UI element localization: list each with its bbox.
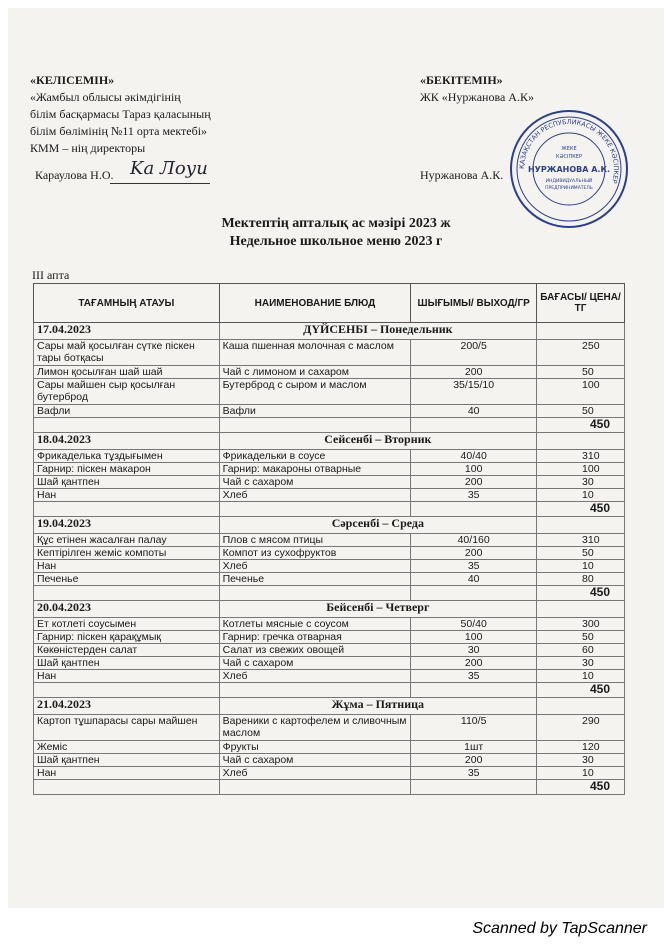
- empty-cell: [219, 683, 411, 698]
- dish-name-kz: Гарнир: піскен қарақұмық: [34, 631, 220, 644]
- table-row: [34, 618, 625, 631]
- dish-name-kz: Нан: [34, 670, 220, 683]
- portion-cell: 35: [411, 670, 537, 683]
- portion-cell: 40: [411, 405, 537, 418]
- dish-name-ru: Фрукты: [219, 741, 411, 754]
- dish-name-kz: Шай қантпен: [34, 476, 220, 489]
- empty-cell: [219, 418, 411, 433]
- day-total-row: [34, 780, 625, 795]
- empty-cell: [34, 502, 220, 517]
- table-row: [34, 366, 625, 379]
- day-empty-cell: [537, 517, 625, 534]
- price-cell: 50: [537, 405, 625, 418]
- day-total: 450: [537, 586, 625, 601]
- approval-left-line: білім басқармасы Тараз қаласының: [30, 107, 211, 121]
- menu-title-kz: Мектептің апталық ас мәзірі 2023 ж: [221, 216, 451, 231]
- price-cell: 50: [537, 366, 625, 379]
- table-row: [34, 476, 625, 489]
- price-cell: 10: [537, 560, 625, 573]
- day-name: Бейсенбі – Четверг: [219, 601, 536, 618]
- dish-name-ru: Котлеты мясные с соусом: [219, 618, 411, 631]
- portion-cell: 200: [411, 547, 537, 560]
- price-cell: 250: [537, 340, 625, 366]
- empty-cell: [219, 502, 411, 517]
- price-cell: 50: [537, 631, 625, 644]
- table-row: [34, 450, 625, 463]
- table-header-row: [34, 284, 625, 323]
- portion-cell: 35/15/10: [411, 379, 537, 405]
- approval-left-heading: «КЕЛІСЕМІН»: [30, 73, 115, 87]
- day-empty-cell: [537, 698, 625, 715]
- table-row: [34, 547, 625, 560]
- table-row: [34, 405, 625, 418]
- day-date: 17.04.2023: [34, 323, 220, 340]
- dish-name-ru: Хлеб: [219, 767, 411, 780]
- approval-left-line: «Жамбыл облысы әкімдігінің: [30, 90, 181, 104]
- dish-name-ru: Плов с мясом птицы: [219, 534, 411, 547]
- portion-cell: 35: [411, 489, 537, 502]
- day-date: 20.04.2023: [34, 601, 220, 618]
- price-cell: 50: [537, 547, 625, 560]
- dish-name-ru: Гарнир: макароны отварные: [219, 463, 411, 476]
- dish-name-ru: Чай с лимоном и сахаром: [219, 366, 411, 379]
- price-cell: 310: [537, 450, 625, 463]
- day-name: Жұма – Пятница: [219, 698, 536, 715]
- table-row: [34, 379, 625, 405]
- menu-title-ru: Недельное школьное меню 2023 г: [229, 234, 443, 249]
- dish-name-kz: Фрикаделька тұздығымен: [34, 450, 220, 463]
- table-row: [34, 340, 625, 366]
- dish-name-kz: Сары майшен сыр қосылған бутерброд: [34, 379, 220, 405]
- table-row: [34, 534, 625, 547]
- day-total-row: [34, 418, 625, 433]
- day-total-row: [34, 683, 625, 698]
- dish-name-kz: Жеміс: [34, 741, 220, 754]
- dish-name-kz: Картоп тұшпарасы сары майшен: [34, 715, 220, 741]
- price-cell: 30: [537, 754, 625, 767]
- table-row: [34, 560, 625, 573]
- empty-cell: [219, 586, 411, 601]
- price-cell: 120: [537, 741, 625, 754]
- dish-name-ru: Хлеб: [219, 670, 411, 683]
- empty-cell: [411, 683, 537, 698]
- dish-name-ru: Бутерброд с сыром и маслом: [219, 379, 411, 405]
- dish-name-kz: Сары май қосылған сүтке піскен тары ботқасы: [34, 340, 220, 366]
- dish-name-kz: Нан: [34, 767, 220, 780]
- approval-left-line: білім бөлімінің №11 орта мектебі»: [30, 124, 208, 138]
- portion-cell: 40/40: [411, 450, 537, 463]
- portion-cell: 110/5: [411, 715, 537, 741]
- empty-cell: [34, 683, 220, 698]
- empty-cell: [34, 586, 220, 601]
- empty-cell: [411, 502, 537, 517]
- dish-name-kz: Шай қантпен: [34, 754, 220, 767]
- portion-cell: 35: [411, 767, 537, 780]
- scanner-watermark: Scanned by TapScanner: [472, 920, 647, 937]
- portion-cell: 200/5: [411, 340, 537, 366]
- dish-name-kz: Вафли: [34, 405, 220, 418]
- portion-cell: 1шт: [411, 741, 537, 754]
- svg-text:ПРЕДПРИНИМАТЕЛЬ: ПРЕДПРИНИМАТЕЛЬ: [545, 186, 593, 191]
- dish-name-ru: Чай с сахаром: [219, 476, 411, 489]
- day-name: Сәрсенбі – Среда: [219, 517, 536, 534]
- dish-name-kz: Кептірілген жеміс компоты: [34, 547, 220, 560]
- svg-text:ЖЕКЕ: ЖЕКЕ: [561, 146, 577, 152]
- col-header: НАИМЕНОВАНИЕ БЛЮД: [219, 284, 411, 323]
- price-cell: 10: [537, 489, 625, 502]
- dish-name-kz: Нан: [34, 560, 220, 573]
- price-cell: 290: [537, 715, 625, 741]
- empty-cell: [411, 418, 537, 433]
- day-empty-cell: [537, 433, 625, 450]
- price-cell: 10: [537, 670, 625, 683]
- dish-name-kz: Печенье: [34, 573, 220, 586]
- portion-cell: 100: [411, 631, 537, 644]
- approval-left-line: КММ – нің директоры: [30, 141, 146, 155]
- approval-right-signatory: Нуржанова А.К.: [420, 168, 504, 182]
- portion-cell: 200: [411, 657, 537, 670]
- col-header: ТАҒАМНЫҢ АТАУЫ: [34, 284, 220, 323]
- day-header-row: [34, 698, 625, 715]
- approval-right-line: ЖК «Нуржанова А.К»: [420, 90, 534, 104]
- portion-cell: 200: [411, 754, 537, 767]
- portion-cell: 200: [411, 476, 537, 489]
- col-header: ШЫҒЫМЫ/ ВЫХОД/ГР: [411, 284, 537, 323]
- day-name: ДҮЙСЕНБІ – Понедельник: [219, 323, 536, 340]
- svg-text:КӘСІПКЕР: КӘСІПКЕР: [556, 154, 582, 160]
- day-total: 450: [537, 502, 625, 517]
- portion-cell: 200: [411, 366, 537, 379]
- table-row: [34, 767, 625, 780]
- table-row: [34, 657, 625, 670]
- dish-name-ru: Чай с сахаром: [219, 657, 411, 670]
- dish-name-kz: Шай қантпен: [34, 657, 220, 670]
- table-row: [34, 715, 625, 741]
- table-row: [34, 754, 625, 767]
- day-header-row: [34, 517, 625, 534]
- day-header-row: [34, 433, 625, 450]
- dish-name-kz: Нан: [34, 489, 220, 502]
- col-header: БАҒАСЫ/ ЦЕНА/ТГ: [537, 284, 625, 323]
- empty-cell: [219, 780, 411, 795]
- approval-left-block: [30, 72, 330, 157]
- price-cell: 30: [537, 476, 625, 489]
- handwritten-signature: Ka Лоуи: [130, 158, 208, 179]
- price-cell: 10: [537, 767, 625, 780]
- empty-cell: [411, 586, 537, 601]
- dish-name-ru: Гарнир: гречка отварная: [219, 631, 411, 644]
- day-total: 450: [537, 780, 625, 795]
- dish-name-kz: Көкөністерден салат: [34, 644, 220, 657]
- price-cell: 30: [537, 657, 625, 670]
- empty-cell: [411, 780, 537, 795]
- dish-name-ru: Чай с сахаром: [219, 754, 411, 767]
- table-row: [34, 670, 625, 683]
- day-date: 19.04.2023: [34, 517, 220, 534]
- day-empty-cell: [537, 323, 625, 340]
- portion-cell: 35: [411, 560, 537, 573]
- approval-left-signatory: Караулова Н.О.: [35, 168, 114, 182]
- dish-name-ru: Вафли: [219, 405, 411, 418]
- price-cell: 300: [537, 618, 625, 631]
- dish-name-ru: Салат из свежих овощей: [219, 644, 411, 657]
- empty-cell: [34, 418, 220, 433]
- table-row: [34, 644, 625, 657]
- day-total-row: [34, 502, 625, 517]
- dish-name-ru: Вареники с картофелем и сливочным маслом: [219, 715, 411, 741]
- dish-name-kz: Ет котлеті соусымен: [34, 618, 220, 631]
- day-total: 450: [537, 418, 625, 433]
- dish-name-ru: Компот из сухофруктов: [219, 547, 411, 560]
- table-row: [34, 631, 625, 644]
- stamp-ring-text: ҚАЗАҚСТАН РЕСПУБЛИКАСЫ ЖЕКЕ КӘСІПКЕР: [517, 117, 621, 185]
- day-date: 18.04.2023: [34, 433, 220, 450]
- table-row: [34, 463, 625, 476]
- day-header-row: [34, 323, 625, 340]
- portion-cell: 50/40: [411, 618, 537, 631]
- portion-cell: 40: [411, 573, 537, 586]
- dish-name-kz: Лимон қосылған шай шай: [34, 366, 220, 379]
- dish-name-ru: Фрикадельки в соусе: [219, 450, 411, 463]
- signature-line: [110, 183, 210, 184]
- table-row: [34, 489, 625, 502]
- svg-text:НУРЖАНОВА А.К.: НУРЖАНОВА А.К.: [527, 165, 611, 174]
- day-total-row: [34, 586, 625, 601]
- dish-name-ru: Печенье: [219, 573, 411, 586]
- dish-name-ru: Каша пшенная молочная с маслом: [219, 340, 411, 366]
- dish-name-ru: Хлеб: [219, 489, 411, 502]
- price-cell: 80: [537, 573, 625, 586]
- day-name: Сейсенбі – Вторник: [219, 433, 536, 450]
- portion-cell: 100: [411, 463, 537, 476]
- week-label: III апта: [32, 268, 70, 282]
- empty-cell: [34, 780, 220, 795]
- price-cell: 60: [537, 644, 625, 657]
- svg-text:ИНДИВИДУАЛЬНЫЙ: ИНДИВИДУАЛЬНЫЙ: [545, 179, 593, 184]
- price-cell: 100: [537, 379, 625, 405]
- price-cell: 100: [537, 463, 625, 476]
- price-cell: 310: [537, 534, 625, 547]
- portion-cell: 40/160: [411, 534, 537, 547]
- day-total: 450: [537, 683, 625, 698]
- official-stamp: [508, 108, 630, 230]
- dish-name-ru: Хлеб: [219, 560, 411, 573]
- day-date: 21.04.2023: [34, 698, 220, 715]
- table-row: [34, 741, 625, 754]
- table-row: [34, 573, 625, 586]
- approval-right-heading: «БЕКІТЕМІН»: [420, 73, 503, 87]
- menu-table: [33, 283, 625, 795]
- approval-right-block: [420, 72, 660, 106]
- portion-cell: 30: [411, 644, 537, 657]
- dish-name-kz: Гарнир: піскен макарон: [34, 463, 220, 476]
- day-empty-cell: [537, 601, 625, 618]
- day-header-row: [34, 601, 625, 618]
- dish-name-kz: Құс етінен жасалған палау: [34, 534, 220, 547]
